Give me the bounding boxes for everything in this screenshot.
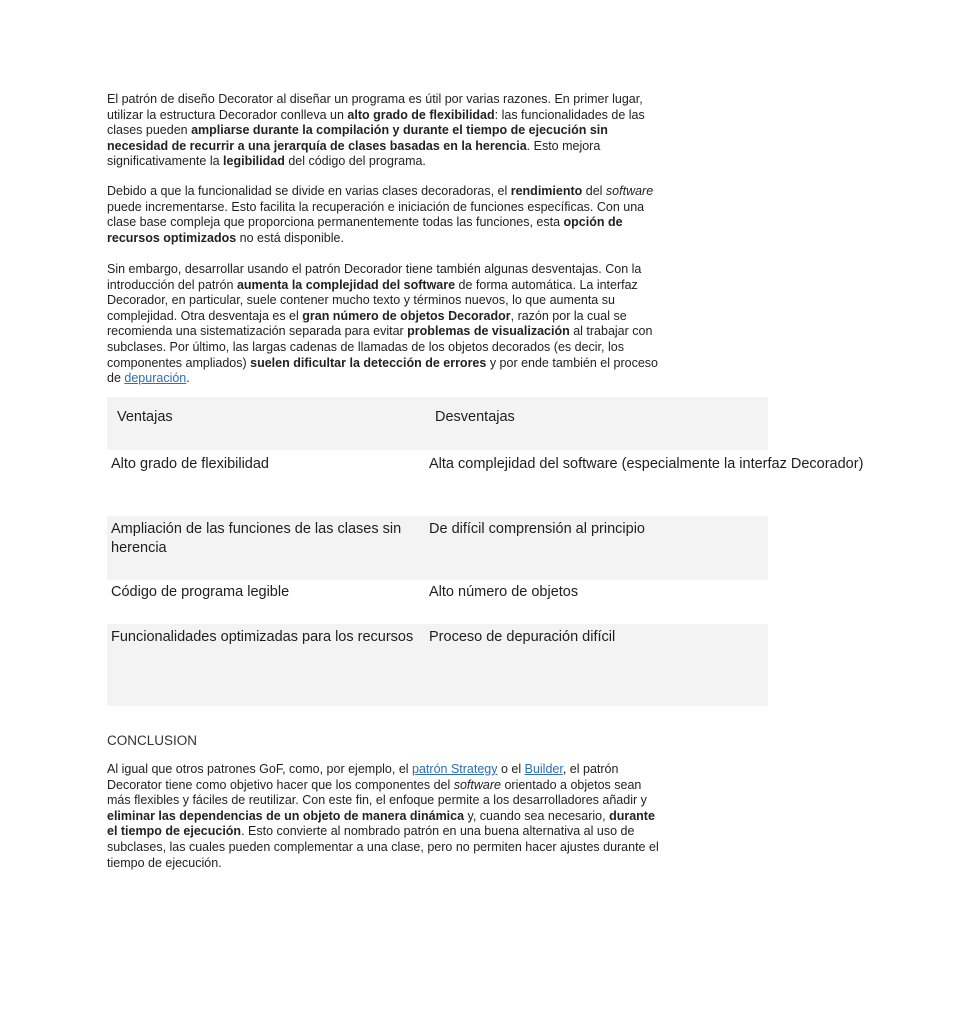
text-run: orientado a objetos sean más flexibles y fáciles de reutilizar. Con este fin, el enfoque permite a los desarrolladores añadir y (107, 777, 647, 808)
inline-link[interactable]: Builder (524, 762, 563, 776)
table-row (107, 516, 768, 580)
table-cell-disadvantage: De difícil comprensión al principio (429, 521, 645, 537)
text-run: . (186, 371, 190, 386)
table-cell-disadvantage: Proceso de depuración difícil (429, 629, 616, 645)
text-run: puede incrementarse. Esto facilita la recuperación e iniciación de funciones específicas. Con una clase base compleja que proporciona permanentemente todas las funciones, esta (107, 199, 645, 230)
text-run: Al igual que otros patrones GoF, como, por ejemplo, el (107, 762, 413, 776)
text-run: , el patrón Decorator tiene como objetivo hacer que los componentes del (107, 762, 619, 792)
table-cell-advantage: Funcionalidades optimizadas para los recursos (111, 629, 414, 645)
bold-text: suelen dificultar la detección de errores (250, 355, 487, 370)
bold-text: rendimiento (510, 184, 583, 198)
paragraph-advantages (107, 92, 667, 170)
bold-text: eliminar las dependencias de un objeto de manera dinámica (107, 808, 465, 823)
bold-text: legibilidad (223, 154, 285, 169)
bold-text: aumenta la complejidad del software (236, 277, 456, 292)
conclusion-heading: CONCLUSION (107, 733, 198, 748)
table-header-row (107, 397, 768, 450)
bold-text: opción de recursos optimizados (107, 215, 623, 245)
table-cell-disadvantage: Alta complejidad del software (especialmente la interfaz Decorador) (429, 456, 864, 472)
paragraph-disadvantages (107, 262, 667, 387)
table-cell-disadvantage: Alto número de objetos (429, 584, 579, 600)
bold-text: gran número de objetos Decorador (302, 308, 511, 323)
table-cell-advantage: Ampliación de las funciones de las clases sin herencia (111, 521, 402, 556)
table-row (107, 580, 768, 624)
inline-link[interactable]: depuración (124, 371, 187, 386)
table-cell-advantage: Alto grado de flexibilidad (111, 456, 269, 472)
table-header-disadvantages: Desventajas (435, 409, 515, 425)
text-run: , razón por la cual se recomienda una sistematización separada para evitar (107, 308, 627, 339)
text-run: . Esto convierte al nombrado patrón en una buena alternativa al uso de subclases, las cuales pueden complementar a una clase, pero no permiten hacer ajustes durante el tiempo de ejecución. (107, 824, 659, 870)
bold-text: alto grado de flexibilidad (347, 107, 495, 122)
text-run: y, cuando sea necesario, (464, 808, 610, 823)
table-header-advantages: Ventajas (117, 409, 173, 425)
table-row (107, 450, 864, 516)
text-run: Sin embargo, desarrollar usando el patrón Decorador tiene también algunas desventajas. Con la introducción del patrón (107, 262, 642, 292)
bold-text: durante el tiempo de ejecución (107, 808, 655, 839)
text-run: y por ende también el proceso de (107, 355, 658, 386)
bold-text: ampliarse durante la compilación y durante el tiempo de ejecución sin necesidad de recurrir a una jerarquía de clases basadas en la herencia (107, 123, 608, 153)
text-run: del (582, 184, 606, 198)
text-run: o el (497, 762, 525, 776)
inline-link[interactable]: patrón Strategy (412, 762, 498, 776)
comparison-table (107, 397, 864, 706)
bold-text: problemas de visualización (407, 324, 570, 339)
table-row (107, 624, 768, 706)
text-run: El patrón de diseño Decorator al diseñar un programa es útil por varias razones. En primer lugar, utilizar la estructura Decorador conlleva un (107, 92, 643, 122)
paragraph-performance (107, 184, 667, 246)
text-run: : las funcionalidades de las clases pueden (107, 107, 645, 138)
text-run: Debido a que la funcionalidad se divide en varias clases decoradoras, el (107, 184, 511, 198)
italic-text: software (453, 777, 501, 792)
paragraph-conclusion (107, 762, 667, 871)
text-run: no está disponible. (236, 230, 344, 245)
text-run: del código del programa. (284, 154, 426, 169)
text-run: de forma automática. La interfaz Decorador, en particular, suele contener mucho texto y términos nuevos, lo que aumenta su complejidad. Otra desventaja es el (107, 277, 638, 323)
text-run: al trabajar con subclases. Por último, las largas cadenas de llamadas de los objetos decorados (es decir, los componentes ampliados) (107, 324, 653, 370)
text-run: . Esto mejora significativamente la (107, 138, 601, 169)
italic-text: software (605, 184, 654, 198)
table-cell-advantage: Código de programa legible (111, 584, 290, 600)
